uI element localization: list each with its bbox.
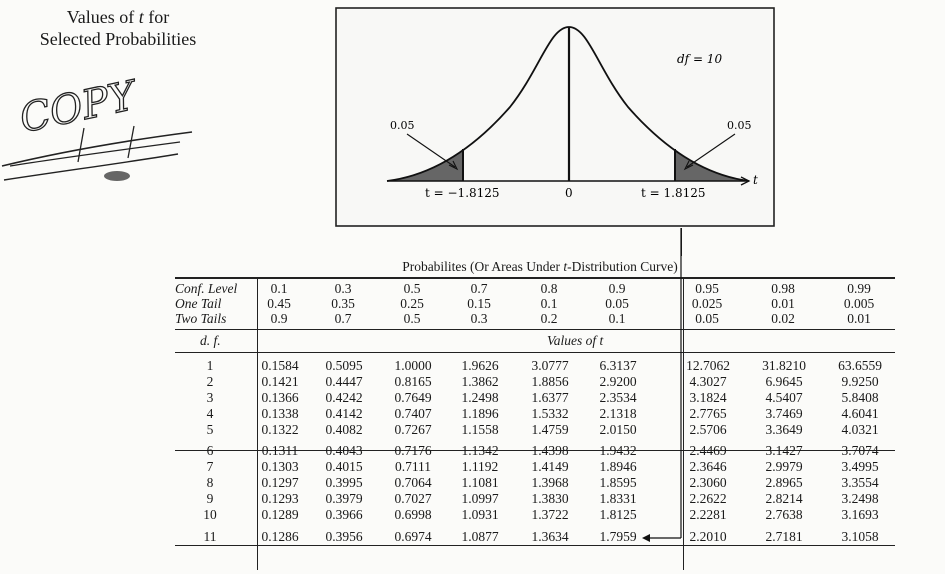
t-value-cell: 0.1584 bbox=[261, 358, 299, 373]
t-value-cell: 1.4759 bbox=[531, 422, 569, 437]
t-value-cell: 3.2498 bbox=[841, 491, 879, 506]
group-rule-2 bbox=[175, 545, 895, 546]
df-label: df = 10 bbox=[677, 52, 723, 66]
header-conf-level-7: 0.98 bbox=[771, 281, 795, 296]
t-value-cell: 0.1338 bbox=[261, 406, 299, 421]
t-value-cell: 0.4043 bbox=[325, 443, 363, 458]
t-value-cell: 2.4469 bbox=[689, 443, 727, 458]
left-area-label: 0.05 bbox=[390, 119, 415, 132]
t-value-cell: 2.9200 bbox=[599, 374, 637, 389]
t-values-table bbox=[175, 358, 895, 545]
header-two-tails-1: 0.7 bbox=[334, 311, 352, 326]
t-value-cell: 1.9432 bbox=[599, 443, 637, 458]
title-prefix: Values of bbox=[66, 7, 135, 27]
table-row bbox=[175, 491, 895, 507]
handwritten-copy-text: COPY bbox=[15, 72, 140, 143]
t-value-cell: 4.0321 bbox=[841, 422, 879, 437]
t-value-cell: 1.2498 bbox=[461, 390, 499, 405]
lookup-arrow bbox=[640, 228, 690, 548]
table-row bbox=[175, 390, 895, 406]
t-value-cell: 31.8210 bbox=[762, 358, 806, 373]
t-value-cell: 1.3968 bbox=[531, 475, 569, 490]
header-two-tails-4: 0.2 bbox=[540, 311, 558, 326]
t-value-cell: 4.5407 bbox=[765, 390, 803, 405]
two-tails-label: Two Tails bbox=[175, 311, 227, 326]
header-one-tail-5: 0.05 bbox=[605, 296, 629, 311]
header-conf-level-4: 0.8 bbox=[540, 281, 558, 296]
t-value-cell: 1.3634 bbox=[531, 529, 569, 544]
t-value-cell: 0.1293 bbox=[261, 491, 299, 506]
t-value-cell: 0.1303 bbox=[261, 459, 299, 474]
t-value-cell: 5.8408 bbox=[841, 390, 879, 405]
t-value-cell: 63.6559 bbox=[838, 358, 882, 373]
t-value-cell: 0.1322 bbox=[261, 422, 299, 437]
handwritten-copy-annotation bbox=[0, 70, 200, 190]
t-value-cell: 0.1286 bbox=[261, 529, 299, 544]
t-value-cell: 2.3646 bbox=[689, 459, 727, 474]
df-cell: 7 bbox=[206, 459, 214, 474]
conf-level-label: Conf. Level bbox=[175, 281, 238, 296]
t-value-cell: 1.8595 bbox=[599, 475, 637, 490]
t-value-cell: 2.5706 bbox=[689, 422, 727, 437]
t-value-cell: 1.0997 bbox=[461, 491, 499, 506]
table-row bbox=[175, 406, 895, 422]
t-value-cell: 1.3862 bbox=[461, 374, 499, 389]
t-value-cell: 1.1558 bbox=[461, 422, 499, 437]
table-row bbox=[175, 443, 895, 459]
t-value-cell: 0.7111 bbox=[394, 459, 432, 474]
t-value-cell: 1.8856 bbox=[531, 374, 569, 389]
t-value-cell: 0.7649 bbox=[394, 390, 432, 405]
t-value-cell: 0.6974 bbox=[394, 529, 432, 544]
t-value-cell: 0.4242 bbox=[325, 390, 363, 405]
df-cell: 10 bbox=[203, 507, 217, 522]
t-value-cell: 2.3534 bbox=[599, 390, 637, 405]
t-value-cell: 0.7267 bbox=[394, 422, 432, 437]
t-value-cell: 2.2622 bbox=[689, 491, 727, 506]
header-conf-level-0: 0.1 bbox=[270, 281, 288, 296]
header-one-tail-1: 0.35 bbox=[331, 296, 355, 311]
caption-suffix: -Distribution Curve) bbox=[567, 259, 678, 274]
t-value-cell: 0.5095 bbox=[325, 358, 363, 373]
t-value-cell: 3.3649 bbox=[765, 422, 803, 437]
header-two-tails-2: 0.5 bbox=[403, 311, 421, 326]
t-value-cell: 0.7064 bbox=[394, 475, 432, 490]
t-value-cell: 3.1693 bbox=[841, 507, 879, 522]
page-title bbox=[8, 6, 228, 50]
df-cell: 4 bbox=[206, 406, 214, 421]
t-value-cell: 2.7638 bbox=[765, 507, 803, 522]
t-value-cell: 3.1824 bbox=[689, 390, 727, 405]
header-two-tails-0: 0.9 bbox=[270, 311, 288, 326]
header-conf-level-6: 0.95 bbox=[695, 281, 719, 296]
df-cell: 2 bbox=[206, 374, 214, 389]
t-value-cell: 0.4015 bbox=[325, 459, 363, 474]
t-value-cell: 6.3137 bbox=[599, 358, 637, 373]
ink-smudge bbox=[104, 171, 130, 181]
t-value-cell: 0.4082 bbox=[325, 422, 363, 437]
t-value-cell: 1.0877 bbox=[461, 529, 499, 544]
t-value-cell: 1.3830 bbox=[531, 491, 569, 506]
header-conf-level-3: 0.7 bbox=[470, 281, 488, 296]
header-one-tail-2: 0.25 bbox=[400, 296, 424, 311]
table-row bbox=[175, 422, 895, 438]
t-value-cell: 3.4995 bbox=[841, 459, 879, 474]
t-value-cell: 4.3027 bbox=[689, 374, 727, 389]
t-value-cell: 2.0150 bbox=[599, 422, 637, 437]
t-value-cell: 1.7959 bbox=[599, 529, 637, 544]
t-value-cell: 2.7181 bbox=[765, 529, 803, 544]
df-cell: 1 bbox=[206, 358, 214, 373]
t-value-cell: 0.3979 bbox=[325, 491, 363, 506]
t-value-cell: 1.5332 bbox=[531, 406, 569, 421]
df-column-label: d. f. bbox=[200, 333, 221, 348]
df-cell: 11 bbox=[203, 529, 217, 544]
header-two-tails-5: 0.1 bbox=[608, 311, 626, 326]
table-top-rule bbox=[175, 277, 895, 279]
t-value-cell: 1.4398 bbox=[531, 443, 569, 458]
t-value-cell: 6.9645 bbox=[765, 374, 803, 389]
t-value-cell: 1.8125 bbox=[599, 507, 637, 522]
t-value-cell: 0.7407 bbox=[394, 406, 432, 421]
t-value-cell: 0.6998 bbox=[394, 507, 432, 522]
t-value-cell: 0.7027 bbox=[394, 491, 432, 506]
header-two-tails-6: 0.05 bbox=[695, 311, 719, 326]
table-row bbox=[175, 459, 895, 475]
title-line2: Selected Probabilities bbox=[39, 29, 197, 49]
title-suffix: for bbox=[148, 7, 170, 27]
header-two-tails-7: 0.02 bbox=[771, 311, 795, 326]
values-of-t-label: Values of t bbox=[547, 333, 604, 348]
t-value-cell: 1.4149 bbox=[531, 459, 569, 474]
t-value-cell: 2.8214 bbox=[765, 491, 803, 506]
t-value-cell: 0.1311 bbox=[261, 443, 299, 458]
pen-stroke-5 bbox=[128, 126, 134, 158]
header-conf-level-5: 0.9 bbox=[608, 281, 626, 296]
right-area-label: 0.05 bbox=[727, 119, 752, 132]
t-value-cell: 1.9626 bbox=[461, 358, 499, 373]
df-header-row bbox=[175, 333, 895, 353]
t-value-cell: 2.2010 bbox=[689, 529, 727, 544]
t-value-cell: 1.8946 bbox=[599, 459, 637, 474]
header-two-tails-3: 0.3 bbox=[470, 311, 488, 326]
t-value-cell: 1.6377 bbox=[531, 390, 569, 405]
t-value-cell: 1.1342 bbox=[461, 443, 499, 458]
header-rule bbox=[175, 329, 895, 330]
t-value-cell: 1.8331 bbox=[599, 491, 637, 506]
header-two-tails-8: 0.01 bbox=[847, 311, 871, 326]
df-cell: 3 bbox=[206, 390, 214, 405]
header-one-tail-4: 0.1 bbox=[540, 296, 558, 311]
t-value-cell: 3.3554 bbox=[841, 475, 879, 490]
table-row bbox=[175, 507, 895, 523]
t-value-cell: 0.1297 bbox=[261, 475, 299, 490]
table-header bbox=[175, 281, 895, 329]
t-value-cell: 0.4447 bbox=[325, 374, 363, 389]
t-value-cell: 0.4142 bbox=[325, 406, 363, 421]
t-value-cell: 0.1366 bbox=[261, 390, 299, 405]
df-cell: 9 bbox=[206, 491, 214, 506]
t-value-cell: 2.2281 bbox=[689, 507, 727, 522]
t-value-cell: 0.7176 bbox=[394, 443, 432, 458]
pen-stroke-2 bbox=[4, 154, 178, 180]
table-row bbox=[175, 358, 895, 374]
t-value-cell: 1.1896 bbox=[461, 406, 499, 421]
t-value-cell: 3.1427 bbox=[765, 443, 803, 458]
t-value-cell: 2.9979 bbox=[765, 459, 803, 474]
t-value-cell: 2.8965 bbox=[765, 475, 803, 490]
pen-stroke-3 bbox=[10, 142, 180, 166]
df-cell: 8 bbox=[206, 475, 214, 490]
t-value-cell: 1.1081 bbox=[461, 475, 499, 490]
one-tail-label: One Tail bbox=[175, 296, 222, 311]
t-value-cell: 3.1058 bbox=[841, 529, 879, 544]
t-value-cell: 0.3956 bbox=[325, 529, 363, 544]
t-value-cell: 0.1289 bbox=[261, 507, 299, 522]
header-one-tail-8: 0.005 bbox=[843, 296, 875, 311]
t-value-cell: 2.3060 bbox=[689, 475, 727, 490]
header-conf-level-2: 0.5 bbox=[403, 281, 421, 296]
caption-variable: t bbox=[563, 259, 568, 274]
caption-prefix: Probabilites (Or Areas Under bbox=[402, 259, 561, 274]
t-value-cell: 9.9250 bbox=[841, 374, 879, 389]
t-value-cell: 3.0777 bbox=[531, 358, 569, 373]
right-tick-label: t = 1.8125 bbox=[641, 186, 706, 200]
header-one-tail-6: 0.025 bbox=[691, 296, 723, 311]
t-value-cell: 1.0931 bbox=[461, 507, 499, 522]
header-one-tail-7: 0.01 bbox=[771, 296, 795, 311]
df-cell: 6 bbox=[206, 443, 214, 458]
header-conf-level-8: 0.99 bbox=[847, 281, 871, 296]
t-value-cell: 2.1318 bbox=[599, 406, 637, 421]
t-value-cell: 1.3722 bbox=[531, 507, 569, 522]
axis-variable: t bbox=[753, 173, 758, 187]
t-value-cell: 1.0000 bbox=[394, 358, 432, 373]
figure-frame bbox=[336, 8, 774, 226]
df-cell: 5 bbox=[206, 422, 214, 437]
t-value-cell: 1.1192 bbox=[461, 459, 499, 474]
left-tick-label: t = −1.8125 bbox=[425, 186, 500, 200]
lookup-arrow-head bbox=[642, 534, 650, 542]
header-one-tail-0: 0.45 bbox=[267, 296, 291, 311]
header-labels bbox=[175, 281, 237, 326]
pen-stroke-4 bbox=[78, 128, 84, 162]
title-variable: t bbox=[138, 7, 144, 27]
t-value-cell: 0.8165 bbox=[394, 374, 432, 389]
t-value-cell: 2.7765 bbox=[689, 406, 727, 421]
t-value-cell: 0.3966 bbox=[325, 507, 363, 522]
t-distribution-figure bbox=[335, 7, 777, 229]
t-value-cell: 0.3995 bbox=[325, 475, 363, 490]
table-caption bbox=[320, 259, 760, 275]
t-value-cell: 3.7469 bbox=[765, 406, 803, 421]
table-row bbox=[175, 374, 895, 390]
t-value-cell: 0.1421 bbox=[261, 374, 299, 389]
header-conf-level-1: 0.3 bbox=[334, 281, 352, 296]
table-row bbox=[175, 475, 895, 491]
t-value-cell: 3.7074 bbox=[841, 443, 879, 458]
t-value-cell: 4.6041 bbox=[841, 406, 879, 421]
t-value-cell: 12.7062 bbox=[686, 358, 730, 373]
header-one-tail-3: 0.15 bbox=[467, 296, 491, 311]
table-row bbox=[175, 529, 895, 545]
center-tick-label: 0 bbox=[565, 186, 573, 200]
